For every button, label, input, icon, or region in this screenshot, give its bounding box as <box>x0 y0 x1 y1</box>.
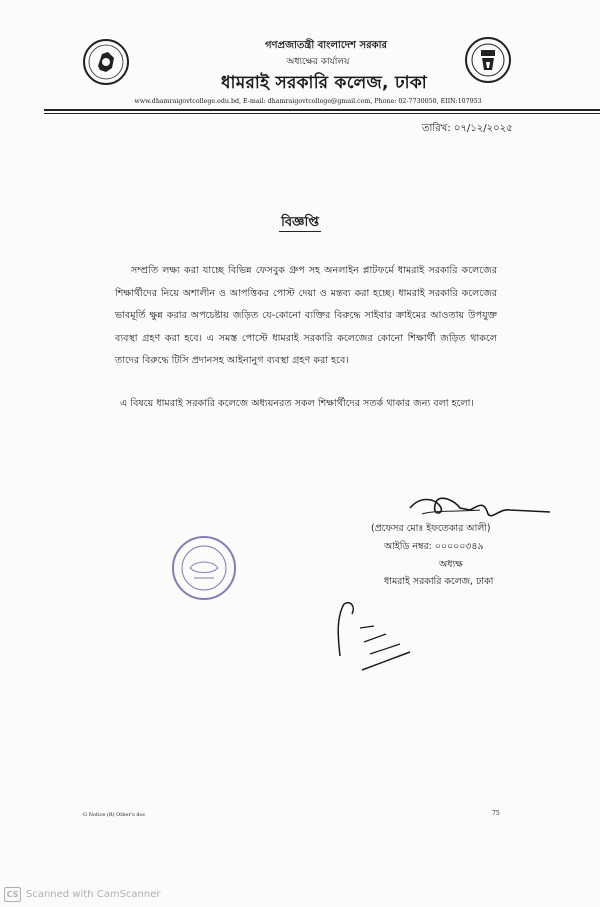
file-reference: G Notice (R) Other's doc <box>83 812 146 818</box>
signatory-name: (প্রফেসর মোঃ ইফতেকার আলী) <box>371 523 491 534</box>
signatory-id: আইডি নম্বর: ০০০০০৩৪৯ <box>384 541 484 552</box>
scanner-watermark <box>4 887 161 902</box>
camscanner-icon: CS <box>4 887 21 902</box>
header-divider <box>44 109 600 111</box>
scanner-label: Scanned with CamScanner <box>26 889 161 900</box>
notice-paragraph-1: সম্প্রতি লক্ষ্য করা যাচ্ছে বিভিন্ন ফেসবুক গ্রুপ সহ অনলাইন প্লাটফর্মে ধামরাই সরকারি কলেজের শিক্ষার্থীদের নিয়ে অশালীন ও আপত্তিকর পোস্ট দেয়া ও মন্তব্য করা হচ্ছে। ধামরাই সরকারি কলেজের ভাবমূর্তি ক্ষুন্ন করার অপচেষ্টায় জড়িত যে-কোনো ব্যক্তির বিরুদ্ধে সাইবার ক্রাইমের আওতায় উপযুক্ত ব্যবস্থা গ্রহণ করা হবে। এ সমস্ত পোস্টে ধামরাই সরকারি কলেজের কোনো শিক্ষার্থী জড়িত থাকলে তাদের বিরুদ্ধে টিসি প্রদানসহ আইনানুগ ব্যবস্থা গ্রহণ করা হবে। <box>115 265 497 366</box>
signatory-designation: অধ্যক্ষ <box>439 559 463 570</box>
handwritten-memo-mark <box>330 598 420 673</box>
office-heading: অধ্যক্ষের কার্যালয় <box>286 57 350 67</box>
header-divider-thin <box>44 113 600 114</box>
signatory-institution: ধামরাই সরকারি কলেজ, ঢাকা <box>384 576 494 587</box>
page-number: 75 <box>492 810 500 817</box>
contact-line: www.dhamraigovtcollege.edu.bd, E-mail: dhamraigovtcollege@gmail.com, Phone: 02-7730050, EIIN:107953 <box>134 98 482 105</box>
government-heading: গণপ্রজাতন্ত্রী বাংলাদেশ সরকার <box>265 40 387 51</box>
notice-title <box>0 211 600 234</box>
office-seal-stamp <box>170 534 238 602</box>
notice-paragraph-2: এ বিষয়ে ধামরাই সরকারি কলেজে অধ্যয়নরত সকল শিক্ষার্থীদের সতর্ক থাকার জন্য বলা হলো। <box>120 398 474 409</box>
notice-title-text: বিজ্ঞপ্তি <box>281 215 319 230</box>
notice-date: তারিখ: ০৭/১২/২০২৫ <box>422 123 513 134</box>
college-name: ধামরাই সরকারি কলেজ, ঢাকা <box>221 73 427 93</box>
